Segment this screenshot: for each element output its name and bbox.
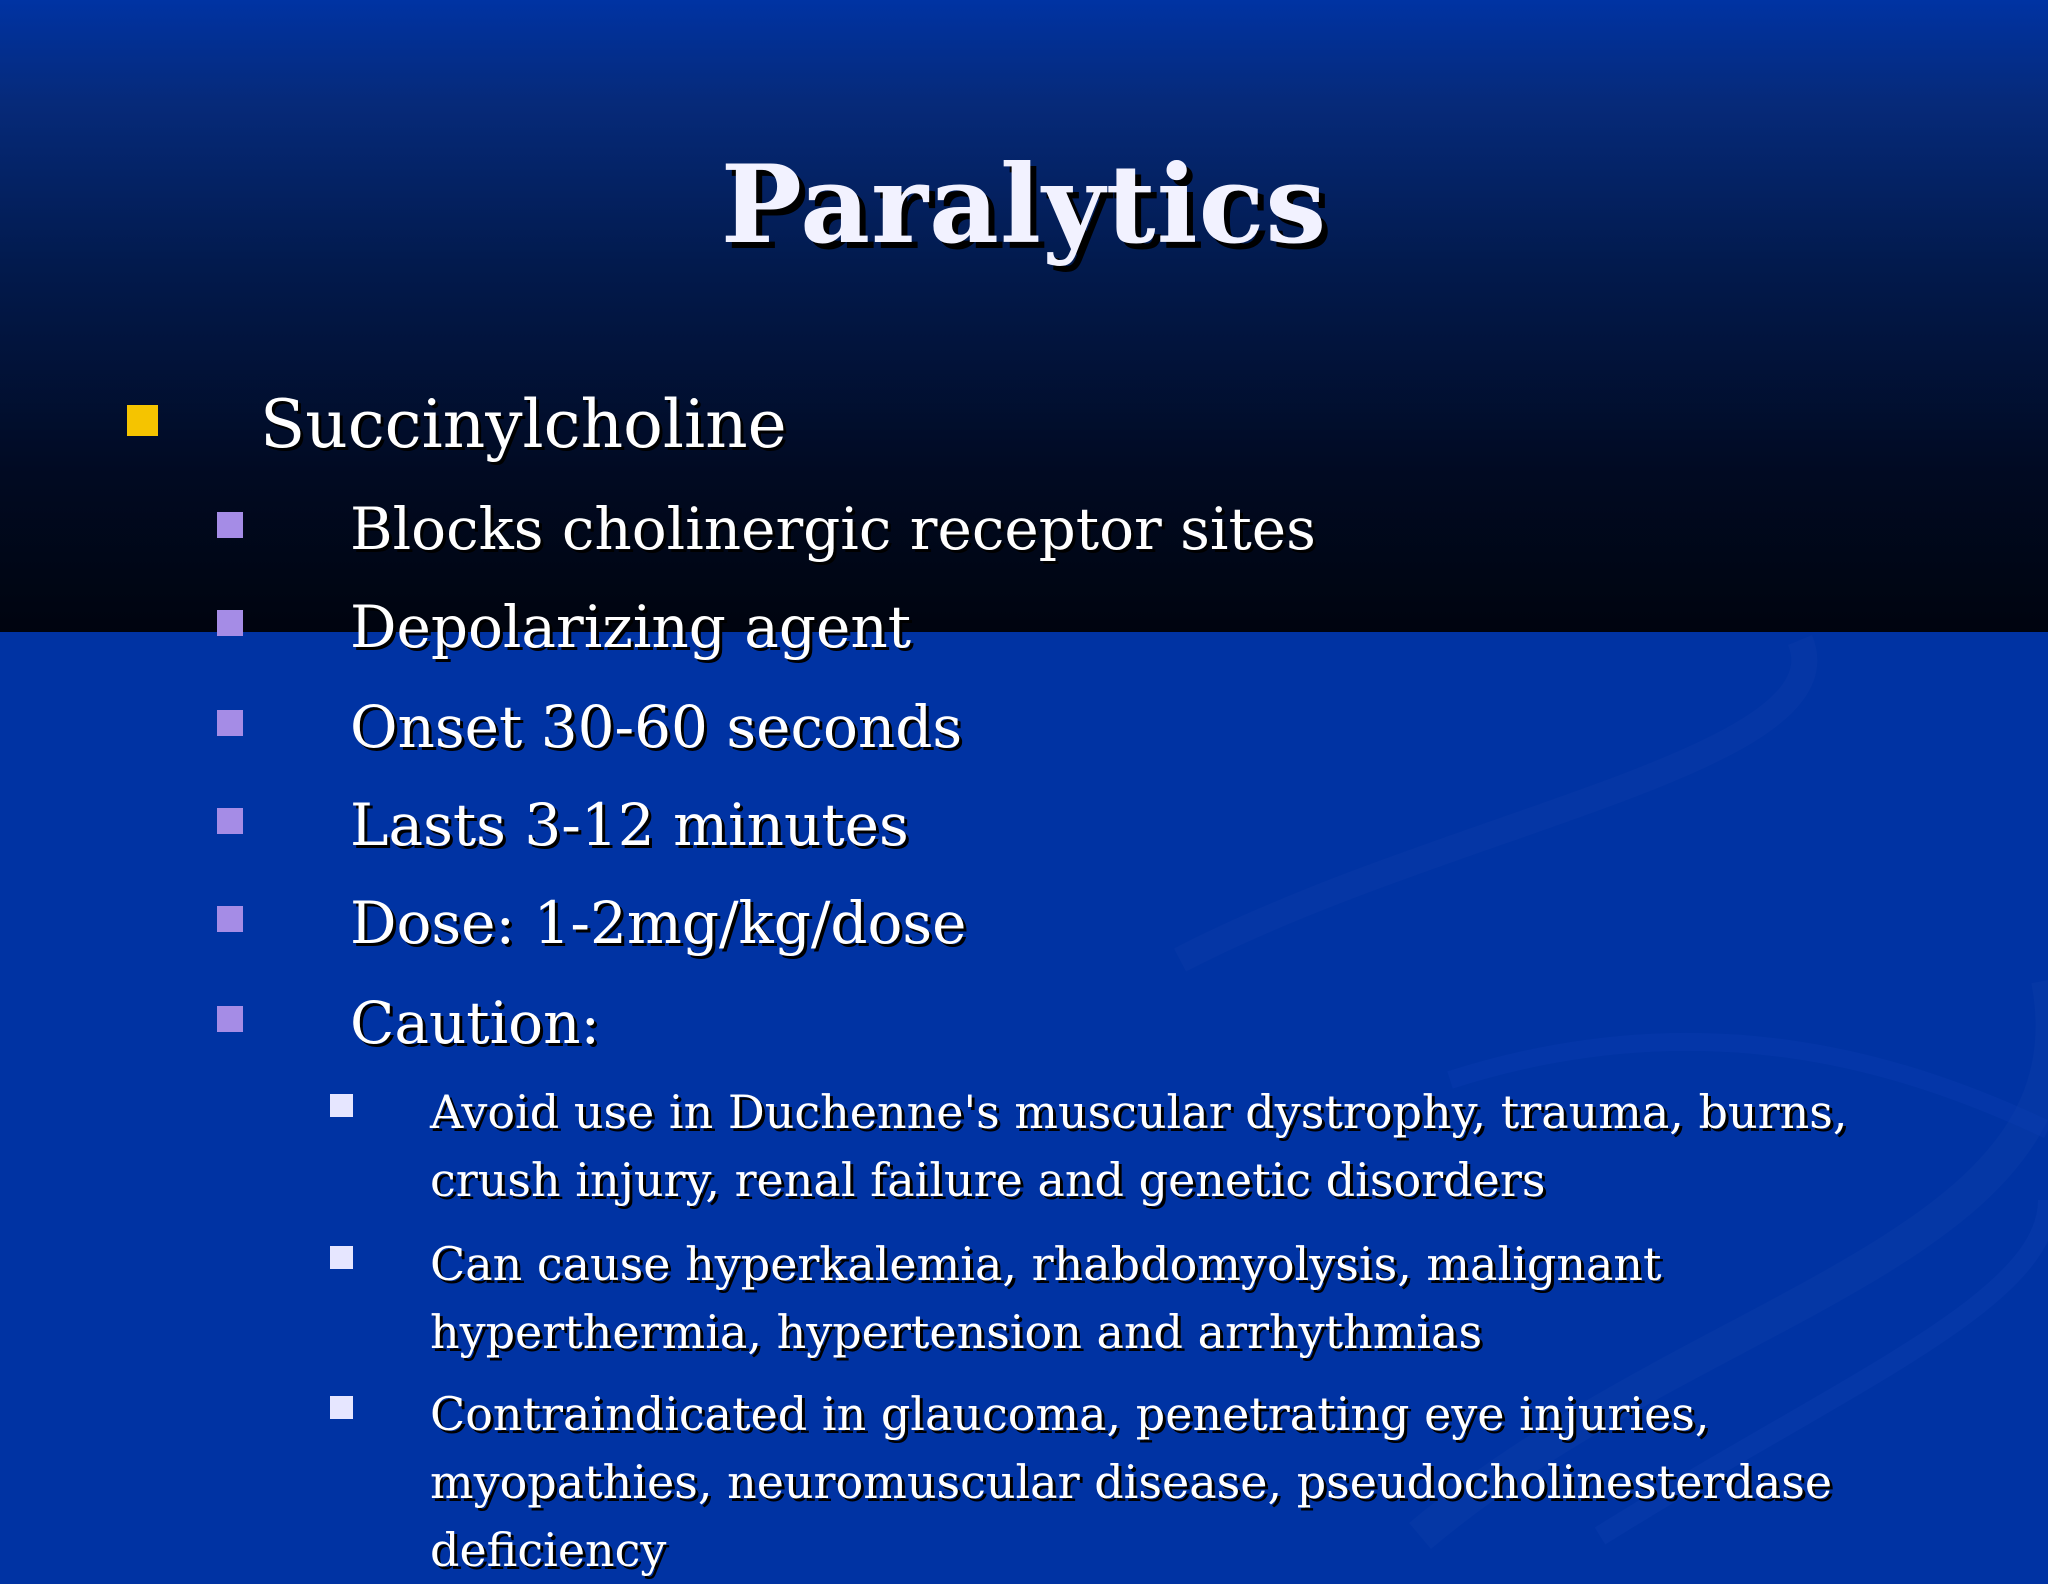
square-bullet-icon: [330, 1396, 353, 1419]
caution-item: [430, 1380, 1990, 1584]
sub-bullet-item: [350, 886, 967, 960]
square-bullet-icon: [330, 1246, 353, 1269]
sub-bullet-text: Blocks cholinergic receptor sites: [350, 495, 1316, 563]
square-bullet-icon: [330, 1094, 353, 1117]
sub-bullet-item: [350, 986, 600, 1060]
sub-bullet-text: Lasts 3-12 minutes: [350, 791, 909, 859]
sub-bullet-item: [350, 788, 909, 862]
square-bullet-icon: [217, 906, 243, 932]
caution-item: [430, 1230, 1990, 1366]
caution-text: Can cause hyperkalemia, rhabdomyolysis, malignant hyperthermia, hypertension and arrhythmias: [430, 1237, 1662, 1359]
sub-bullet-text: Caution:: [350, 989, 600, 1057]
sub-bullet-text: Dose: 1-2mg/kg/dose: [350, 889, 967, 957]
sub-bullet-item: [350, 590, 911, 664]
square-bullet-icon: [217, 1006, 243, 1032]
bullet-succinylcholine: [260, 385, 787, 465]
square-bullet-icon: [217, 808, 243, 834]
caution-item: [430, 1078, 1990, 1214]
sub-bullet-item: [350, 492, 1316, 566]
square-bullet-icon: [217, 512, 243, 538]
caution-text: Contraindicated in glaucoma, penetrating eye injuries, myopathies, neuromuscular disease, pseudocholinesterdase deficiency: [430, 1387, 1833, 1577]
square-bullet-icon: [217, 710, 243, 736]
sub-bullet-text: Depolarizing agent: [350, 593, 911, 661]
caution-text: Avoid use in Duchenne's muscular dystrophy, trauma, burns, crush injury, renal failure and genetic disorders: [430, 1085, 1848, 1207]
sub-bullet-text: Onset 30-60 seconds: [350, 693, 963, 761]
sub-bullet-item: [350, 690, 962, 764]
square-bullet-icon: [217, 610, 243, 636]
bullet-text: Succinylcholine: [260, 386, 787, 463]
slide-title: Paralytics: [720, 142, 1328, 268]
square-bullet-icon: [127, 405, 158, 436]
